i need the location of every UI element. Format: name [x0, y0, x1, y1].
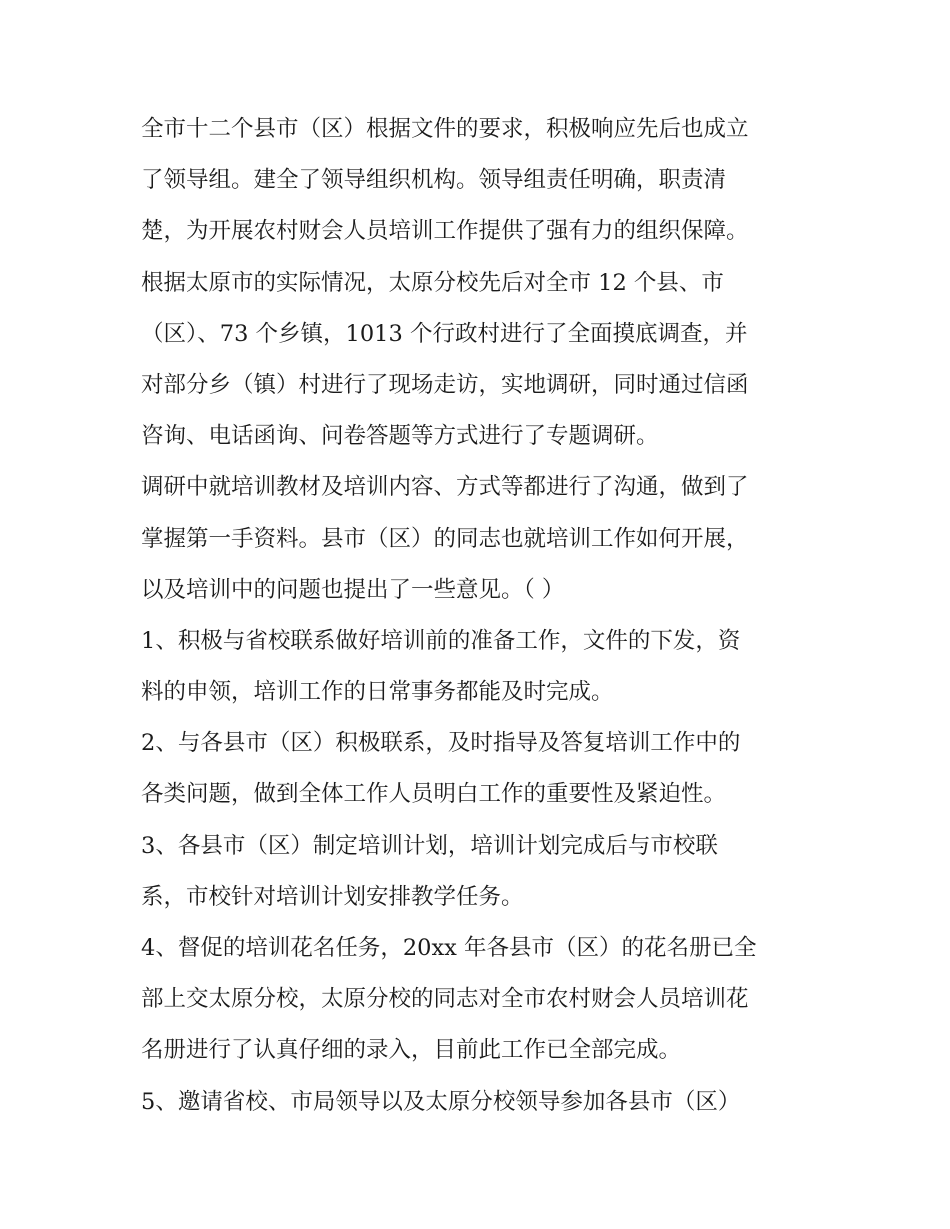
body-text — [141, 104, 821, 1128]
text-line: 以及培训中的问题也提出了一些意见。（ ） — [141, 576, 565, 603]
text-line: 料的申领，培训工作的日常事务都能及时完成。 — [141, 679, 614, 706]
text-line: 名册进行了认真仔细的录入，目前此工作已全部完成。 — [141, 1037, 682, 1064]
text-line: 了领导组。建全了领导组织机构。领导组责任明确，职责清 — [141, 167, 727, 194]
text-line: 调研中就培训教材及培训内容、方式等都进行了沟通，做到了 — [141, 474, 749, 501]
text-line: 各类问题，做到全体工作人员明白工作的重要性及紧迫性。 — [141, 781, 727, 808]
text-line: 咨询、电话函询、问卷答题等方式进行了专题调研。 — [141, 423, 659, 450]
text-line: 1、积极与省校联系做好培训前的准备工作，文件的下发，资 — [141, 627, 741, 654]
text-line: 楚，为开展农村财会人员培训工作提供了强有力的组织保障。 — [141, 218, 749, 245]
text-line: 3、各县市（区）制定培训计划，培训计划完成后与市校联 — [141, 832, 718, 859]
text-line: 掌握第一手资料。县市（区）的同志也就培训工作如何开展， — [141, 525, 749, 552]
text-line: 根据太原市的实际情况，太原分校先后对全市 12 个县、市 — [141, 269, 724, 296]
text-line: 系，市校针对培训计划安排教学任务。 — [141, 883, 524, 910]
text-line: 部上交太原分校，太原分校的同志对全市农村财会人员培训花 — [141, 986, 749, 1013]
text-line: 4、督促的培训花名任务，20xx 年各县市（区）的花名册已全 — [141, 935, 757, 961]
text-line: 5、邀请省校、市局领导以及太原分校领导参加各县市（区） — [141, 1088, 741, 1115]
text-line: 全市十二个县市（区）根据文件的要求，积极响应先后也成立 — [141, 116, 749, 142]
text-line: 对部分乡（镇）村进行了现场走访，实地调研，同时通过信函 — [141, 371, 749, 398]
text-line: 2、与各县市（区）积极联系，及时指导及答复培训工作中的 — [141, 730, 741, 757]
text-line: （区）、73 个乡镇，1013 个行政村进行了全面摸底调查，并 — [141, 320, 748, 347]
